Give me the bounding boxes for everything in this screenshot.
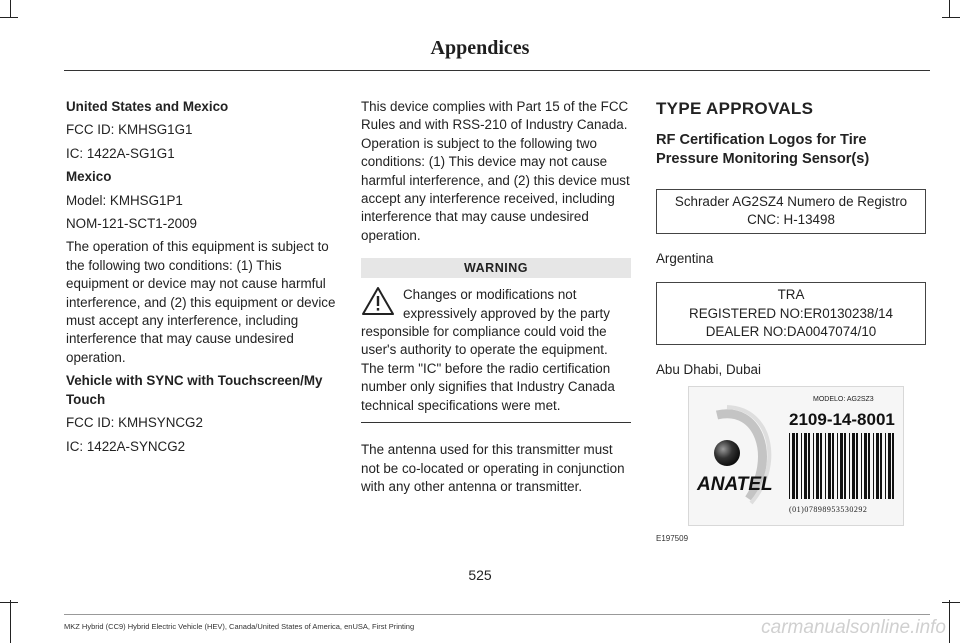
crop-mark (949, 600, 950, 643)
warning-bar: WARNING (361, 258, 631, 278)
barcode-bar (820, 433, 822, 499)
column-right (656, 98, 926, 548)
antenna-paragraph: The antenna used for this transmitter must not be co-located or operating in conjunction with any other antenna or transmitter. (361, 442, 625, 494)
barcode-bar (852, 433, 855, 499)
barcode-bar (816, 433, 819, 499)
argentina-label: Argentina (656, 250, 714, 266)
page-number: 525 (468, 567, 492, 583)
anatel-brand-text: ANATEL (697, 473, 773, 495)
barcode-bar (880, 433, 882, 499)
barcode-bar (789, 433, 790, 499)
barcode-bar (873, 433, 874, 499)
barcode-bar (856, 433, 858, 499)
barcode-bar (796, 433, 798, 499)
warning-triangle-icon (361, 286, 397, 316)
crop-mark (10, 600, 11, 643)
fcc-id-sync: FCC ID: KMHSYNCG2 (66, 415, 203, 431)
barcode-bar (801, 433, 802, 499)
barcode-bar (825, 433, 826, 499)
tra-line: TRA (777, 287, 805, 303)
crop-mark (0, 17, 18, 18)
barcode-bar (885, 433, 886, 499)
barcode-bar (792, 433, 795, 499)
tra-line: DEALER NO:DA0047074/10 (705, 324, 877, 340)
barcode-bar (888, 433, 891, 499)
anatel-model-text: MODELO: AG2SZ3 (813, 395, 874, 403)
anatel-number-text: 2109-14-8001 (789, 409, 895, 429)
tra-box (656, 282, 926, 345)
barcode-bar (876, 433, 879, 499)
abu-dhabi-label: Abu Dhabi, Dubai (656, 362, 761, 378)
heading-mexico: Mexico (66, 169, 112, 185)
compliance-paragraph: This device complies with Part 15 of the FCC Rules and with RSS-210 of Industry Canada. Operation is subject to the following two conditions: (1) This device may not cause harmful interference, and (2) this device must accept any interference received, including interference that may cause undesired operation. (361, 99, 630, 243)
type-approvals-heading: TYPE APPROVALS (656, 99, 814, 118)
anatel-certification-label (688, 386, 904, 526)
barcode-bar (840, 433, 843, 499)
barcode-bar (804, 433, 807, 499)
header-divider (64, 70, 930, 71)
crop-mark (942, 602, 960, 603)
barcode-bar (861, 433, 862, 499)
ic-number: IC: 1422A-SG1G1 (66, 145, 175, 161)
barcode-bar (837, 433, 838, 499)
model-number: Model: KMHSG1P1 (66, 192, 183, 208)
barcode (789, 433, 894, 499)
crop-mark (0, 602, 18, 603)
anatel-ball-icon (714, 440, 740, 466)
heading-sync: Vehicle with SYNC with Touchscreen/My Touch (66, 373, 323, 407)
warning-divider (361, 422, 631, 423)
barcode-bar (832, 433, 834, 499)
barcode-digits: (01)07898953530292 (789, 504, 868, 514)
crop-mark (942, 17, 960, 18)
schrader-box (656, 189, 926, 234)
fcc-id: FCC ID: KMHSG1G1 (66, 122, 193, 138)
crop-mark (949, 0, 950, 18)
image-id: E197509 (656, 533, 689, 543)
column-left (66, 98, 338, 461)
column-middle (361, 98, 631, 501)
barcode-bar (849, 433, 850, 499)
footer-divider (64, 614, 930, 615)
tra-line: REGISTERED NO:ER0130238/14 (689, 305, 893, 321)
heading-us-mexico: United States and Mexico (66, 99, 229, 114)
barcode-bar (808, 433, 810, 499)
ic-number-sync: IC: 1422A-SYNCG2 (66, 438, 186, 454)
page-title: Appendices (430, 37, 530, 59)
barcode-bar (892, 433, 894, 499)
schrader-line: Schrader AG2SZ4 Numero de Registro (674, 194, 908, 209)
schrader-line: CNC: H-13498 (747, 212, 835, 228)
crop-mark (10, 0, 11, 18)
barcode-bar (813, 433, 814, 499)
barcode-bar (864, 433, 867, 499)
barcode-bar (844, 433, 846, 499)
print-line: MKZ Hybrid (CC9) Hybrid Electric Vehicle (HEV), Canada/United States of America, enUSA, First Printing (64, 622, 415, 631)
rf-certification-heading: RF Certification Logos for Tire Pressure Monitoring Sensor(s) (656, 132, 870, 167)
warning-text: Changes or modifications not expressively approved by the party responsible for compliance could void the user's authority to operate the equipment. The term "IC" before the radio certification number only signifies that Industry Canada technical specifications were met. (361, 287, 615, 413)
barcode-bar (828, 433, 831, 499)
barcode-bar (868, 433, 870, 499)
operation-paragraph: The operation of this equipment is subject to the following two conditions: (1) This equipment or device may not cause harmful interference, and (2) this equipment or device must accept any interference, including interference that may cause undesired operation. (66, 239, 336, 365)
watermark: carmanualsonline.info (761, 617, 946, 638)
nom-number: NOM-121-SCT1-2009 (66, 216, 197, 232)
